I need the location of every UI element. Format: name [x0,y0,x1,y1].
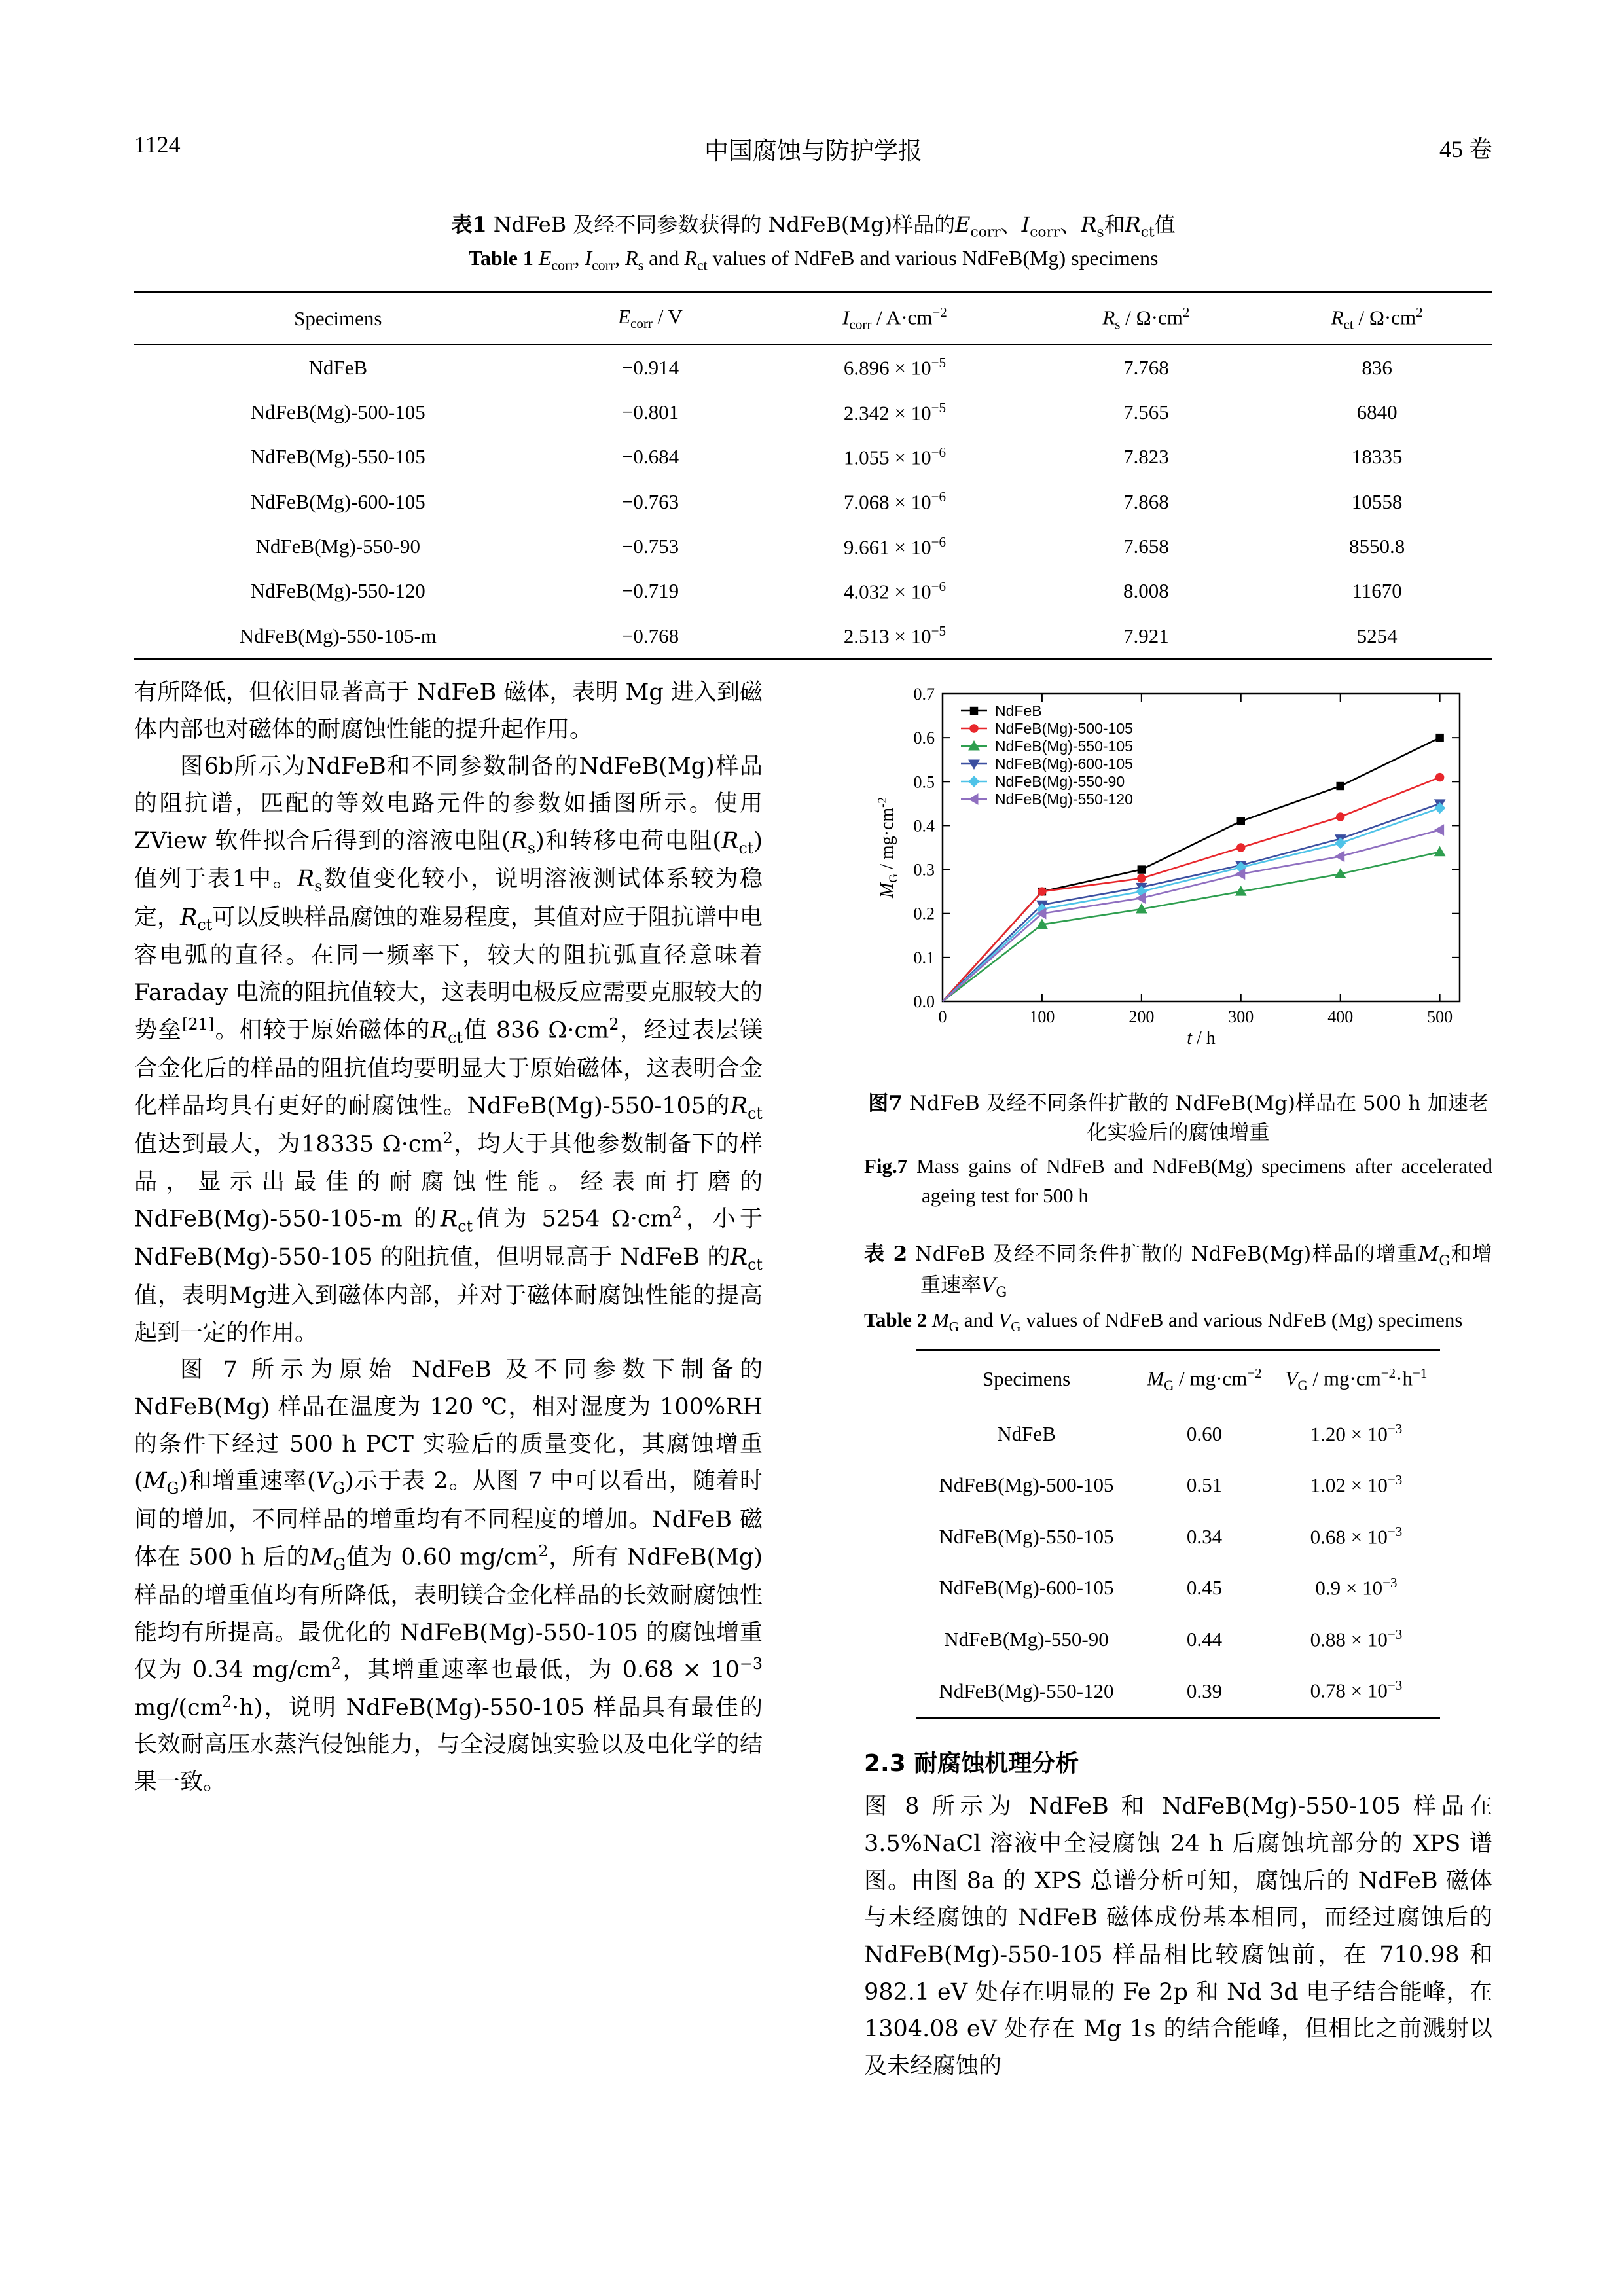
table2-th-specimens: Specimens [916,1350,1136,1408]
table2 [916,1349,1440,1719]
y-tick-label: 0.5 [913,772,935,792]
table2-caption-cn-tail: 和增重速率 [920,1242,1492,1297]
table-row [916,1511,1440,1563]
paragraph-1 [134,674,763,748]
cell-icorr: $7.068 \times 10^{-6}$ [843,489,947,514]
table-row [134,390,1492,435]
table1 [134,291,1492,660]
table-row [134,345,1492,390]
cell-rct: 10558 [1351,490,1403,513]
figure7-caption-en [864,1152,1492,1211]
cell-vg: $1.20 \times 10^{-3}$ [1310,1420,1403,1445]
cell-specimen: NdFeB(Mg)-550-120 [916,1665,1136,1717]
table-row [916,1408,1440,1460]
cell-rs: 7.658 [1123,534,1169,558]
paragraph-1-text: 有所降低，但依旧显著高于 NdFeB 磁体，表明 Mg 进入到磁体内部也对磁体的耐腐蚀性能的提升起作用。 [134,679,763,743]
figure7-chart [864,674,1492,1080]
figure7-caption-en-text: Mass gains of NdFeB and NdFeB(Mg) specimens after accelerated ageing test for 500 h [916,1154,1492,1207]
table2-caption-en-tail: values of NdFeB and various NdFeB (Mg) specimens [1026,1308,1463,1332]
volume-label: 45 卷 [1439,136,1492,162]
table2-th-mg: $M_G / mg\cdot cm^{-2}$ [1136,1350,1272,1408]
table1-th-icorr: $I_{corr} / A\cdot cm^{-2}$ [759,291,1031,345]
cell-vg: $0.9 \times 10^{-3}$ [1315,1575,1398,1600]
cell-ecorr: −0.763 [621,490,679,513]
cell-ecorr: −0.753 [621,534,679,558]
legend-entry: NdFeB(Mg)-550-105 [995,738,1133,755]
table1-caption-en-tail: values of NdFeB and various NdFeB(Mg) specimens [712,245,1159,270]
figure7-caption-cn-text: NdFeB 及经不同条件扩散的 NdFeB(Mg)样品在 500 h 加速老化实验后的腐蚀增重 [909,1092,1489,1145]
table-row [916,1460,1440,1511]
paragraph-3: 图 7 所示为原始 NdFeB 及不同参数下制备的 NdFeB(Mg) 样品在温度为 120 ℃，相对湿度为 100%RH 的条件下经过 500 h PCT 实验后的质量变化，其腐蚀增重$(M_G)$和增重速率$(V_G)$示于表 2。从图 7 中可以看出，随着时间的增加，不同样品的增重均有不同程度的增加。NdFeB 磁体在 500 h 后的$M_G$值为 0.60 $mg/cm^2$，所有 NdFeB(Mg)样品的增重值均有所降低，表明镁合金化样品的长效耐腐蚀性能均有所提高。最优化的 NdFeB(Mg)-550-105 的腐蚀增重仅为 0.34 $mg/cm^2$，其增重速率也最低，为 $0.68 \times 10^{-3}$ $mg/(cm^2\cdot h)$，说明 NdFeB(Mg)-550-105 样品具有最佳的长效耐高压水蒸汽侵蚀能力，与全浸腐蚀实验以及电化学的结果一致。 [134,1357,763,1795]
cell-icorr: $6.896 \times 10^{-5}$ [843,355,947,380]
data-point [1038,888,1046,895]
cell-specimen: NdFeB(Mg)-550-105 [250,445,425,469]
table1-caption-en-prefix: Table 1 [468,245,533,270]
table-row [916,1614,1440,1666]
table2-caption-en-prefix: Table 2 [864,1308,928,1332]
figure7-caption-cn [864,1089,1492,1148]
cell-specimen: NdFeB(Mg)-550-120 [250,579,425,603]
cell-rct: 6840 [1356,400,1398,423]
cell-rct: 8550.8 [1349,534,1405,558]
table1-th-rs: $R_s / \Omega\cdot cm^2$ [1031,291,1262,345]
data-point [1237,817,1244,825]
cell-rs: 7.823 [1123,445,1169,469]
cell-ecorr: −0.801 [621,400,679,423]
section-2-3-body: 图 8 所示为 NdFeB 和 NdFeB(Mg)-550-105 样品在 3.5%NaCl 溶液中全浸腐蚀 24 h 后腐蚀坑部分的 XPS 谱图。由图 8a 的 XPS 总谱分析可知，腐蚀后的 NdFeB 磁体与未经腐蚀的 NdFeB 磁体成份基本相同，而经过腐蚀后的 NdFeB(Mg)-550-105 样品相比较腐蚀前，在 710.98 和 982.1 eV 处存在明显的 Fe 2p 和 Nd 3d 电子结合能峰，在 1304.08 eV 处存在 Mg 1s 的结合能峰，但相比之前溅射以及未经腐蚀的 [864,1793,1492,2080]
cell-specimen: NdFeB(Mg)-550-90 [255,534,420,558]
x-tick-label: 500 [1427,1007,1453,1026]
legend-entry: NdFeB(Mg)-500-105 [995,720,1133,737]
data-point [1337,782,1344,789]
table1-th-rct: $R_{ct} / \Omega\cdot cm^2$ [1261,291,1492,345]
x-tick-label: 400 [1327,1007,1354,1026]
cell-mg: 0.51 [1186,1473,1223,1497]
table1-th-ecorr: $E_{corr}$ / V [542,291,759,345]
table-row [134,479,1492,524]
cell-icorr: $9.661 \times 10^{-6}$ [843,533,947,559]
data-point [970,707,977,714]
cell-specimen: NdFeB [997,1422,1056,1445]
table2-caption-cn: 表 2 NdFeB 及经不同条件扩散的 NdFeB(Mg)样品的增重$M_G$和增重速率$V_G$ [864,1242,1492,1300]
x-tick-label: 200 [1128,1007,1155,1026]
cell-mg: 0.44 [1186,1628,1223,1651]
table2-caption-cn-text: NdFeB 及经不同条件扩散的 NdFeB(Mg)样品的增重 [914,1242,1418,1266]
cell-vg: $0.88 \times 10^{-3}$ [1310,1626,1403,1651]
data-point [970,725,978,732]
legend-entry: NdFeB(Mg)-600-105 [995,755,1133,772]
table1-caption-cn: 表1 NdFeB 及经不同参数获得的 NdFeB(Mg)样品的$E_{corr}$、$I_{corr}$、$R_s$和$R_{ct}$值 [451,212,1176,241]
x-axis-label: t / h [1187,1028,1216,1049]
cell-mg: 0.60 [1186,1422,1223,1445]
figure7-caption-cn-prefix: 图7 [868,1092,903,1115]
cell-vg: $0.68 \times 10^{-3}$ [1310,1523,1403,1549]
table2-caption-cn-prefix: 表 2 [864,1242,908,1266]
x-tick-label: 100 [1029,1007,1055,1026]
table-row [134,613,1492,659]
cell-rs: 7.565 [1123,400,1169,423]
cell-icorr: $2.513 \times 10^{-5}$ [759,613,1031,659]
x-tick-label: 300 [1228,1007,1254,1026]
table1-caption-cn-prefix: 表1 [451,212,487,237]
cell-icorr: $2.342 \times 10^{-5}$ [843,399,947,425]
data-point [1336,813,1344,821]
cell-specimen: NdFeB [308,355,368,379]
left-column [134,674,763,1801]
section-2-3-heading: 2.3 耐腐蚀机理分析 [864,1749,1079,1777]
cell-ecorr: −0.684 [621,445,679,469]
y-tick-label: 0.0 [913,992,935,1011]
cell-mg: 0.39 [1136,1665,1272,1717]
table-row [134,435,1492,479]
table2-caption-en: Table 2 $M_G$ and $V_G$ values of NdFeB and various NdFeB (Mg) specimens [864,1308,1463,1335]
cell-rs: 7.768 [1123,355,1169,379]
legend-entry: NdFeB [995,702,1042,719]
y-tick-label: 0.1 [913,948,935,967]
y-tick-label: 0.6 [913,728,935,748]
table2-th-vg: $V_G / mg\cdot cm^{-2}\cdot h^{-1}$ [1272,1350,1440,1408]
paragraph-2: 图6b所示为NdFeB和不同参数制备的NdFeB(Mg)样品的阻抗谱，匹配的等效电路元件的参数如插图所示。使用 ZView 软件拟合后得到的溶液电阻$(R_s)$和转移电荷电阻$(R_{ct})$值列于表1中。$R_s$数值变化较小，说明溶液测试体系较为稳定，$R_{ct}$可以反映样品腐蚀的难易程度，其值对应于阻抗谱中电容电弧的直径。在同一频率下，较大的阻抗弧直径意味着 Faraday 电流的阻抗值较大，这表明电极反应需要克服较大的势垒[21]。相较于原始磁体的$R_{ct}$值 836 $\Omega\cdot cm^2$，经过表层镁合金化后的样品的阻抗值均要明显大于原始磁体，这表明合金化样品均具有更好的耐腐蚀性。NdFeB(Mg)-550-105的$R_{ct}$值达到最大，为18335 $\Omega\cdot cm^2$，均大于其他参数制备下的样品，显示出最佳的耐腐蚀性能。经表面打磨的 NdFeB(Mg)-550-105-m 的$R_{ct}$值为 5254 $\Omega\cdot cm^2$，小于 NdFeB(Mg)-550-105 的阻抗值，但明显高于 NdFeB 的$R_{ct}$值，表明Mg进入到磁体内部，并对于磁体耐腐蚀性能的提高起到一定的作用。 [134,753,763,1346]
page-number: 1124 [134,132,181,158]
cell-rct: 5254 [1261,613,1492,659]
cell-icorr: $4.032 \times 10^{-6}$ [843,579,947,603]
table1-caption-en: Table 1 $E_{corr}$, $I_{corr}$, $R_s$ and $R_{ct}$ values of NdFeB and various NdFeB(Mg) specimens [468,245,1159,274]
cell-ecorr: −0.719 [621,579,679,603]
cell-rs: 7.921 [1031,613,1262,659]
table1-th-specimens: Specimens [134,291,542,345]
cell-rct: 11670 [1352,579,1402,603]
x-tick-label: 0 [938,1007,947,1026]
y-tick-label: 0.3 [913,860,935,880]
y-tick-label: 0.7 [913,685,935,704]
mass-gain-line-chart [864,674,1492,1067]
y-tick-label: 0.4 [913,816,935,836]
cell-rct: 836 [1362,355,1392,379]
data-point [1237,844,1245,852]
cell-specimen: NdFeB(Mg)-550-105-m [134,613,542,659]
cell-icorr: $1.055 \times 10^{-6}$ [843,444,947,469]
table-row [916,1665,1440,1717]
table-row [134,569,1492,613]
cell-specimen: NdFeB(Mg)-550-105 [939,1524,1114,1548]
figure7-caption-en-prefix: Fig.7 [864,1154,908,1177]
cell-rs: 8.008 [1123,579,1169,603]
y-tick-label: 0.2 [913,904,935,924]
data-point [1435,773,1443,781]
cell-specimen: NdFeB(Mg)-500-105 [250,400,425,423]
cell-specimen: NdFeB(Mg)-550-90 [944,1628,1109,1651]
cell-ecorr: −0.768 [542,613,759,659]
right-column [864,674,1492,2085]
data-point [1436,734,1443,741]
legend-entry: NdFeB(Mg)-550-120 [995,791,1133,808]
data-point [1138,866,1145,873]
table2-block [864,1240,1492,1719]
cell-vg: $1.02 \times 10^{-3}$ [1310,1472,1403,1497]
cell-rs: 7.868 [1123,490,1169,513]
table1-caption-cn-suffix: 值 [1154,212,1176,237]
cell-specimen: NdFeB(Mg)-500-105 [939,1473,1114,1497]
cell-ecorr: −0.914 [621,355,679,379]
y-axis-label: $M_G / mg\cdot cm^{-2}$ [876,797,901,898]
running-head [134,131,1492,170]
cell-specimen: NdFeB(Mg)-600-105 [250,490,425,513]
cell-mg: 0.34 [1186,1524,1223,1548]
data-point [1138,874,1146,882]
cell-rct: 18335 [1351,445,1403,469]
table-row [916,1562,1440,1614]
table1-block [134,209,1492,660]
table1-caption-cn-text: NdFeB 及经不同参数获得的 NdFeB(Mg)样品的 [493,212,956,237]
cell-vg: $0.78 \times 10^{-3}$ [1272,1665,1440,1717]
cell-mg: 0.45 [1186,1576,1223,1600]
journal-title: 中国腐蚀与防护学报 [704,137,922,165]
cell-specimen: NdFeB(Mg)-600-105 [939,1576,1114,1600]
table-row [134,524,1492,569]
legend-entry: NdFeB(Mg)-550-90 [995,773,1125,790]
